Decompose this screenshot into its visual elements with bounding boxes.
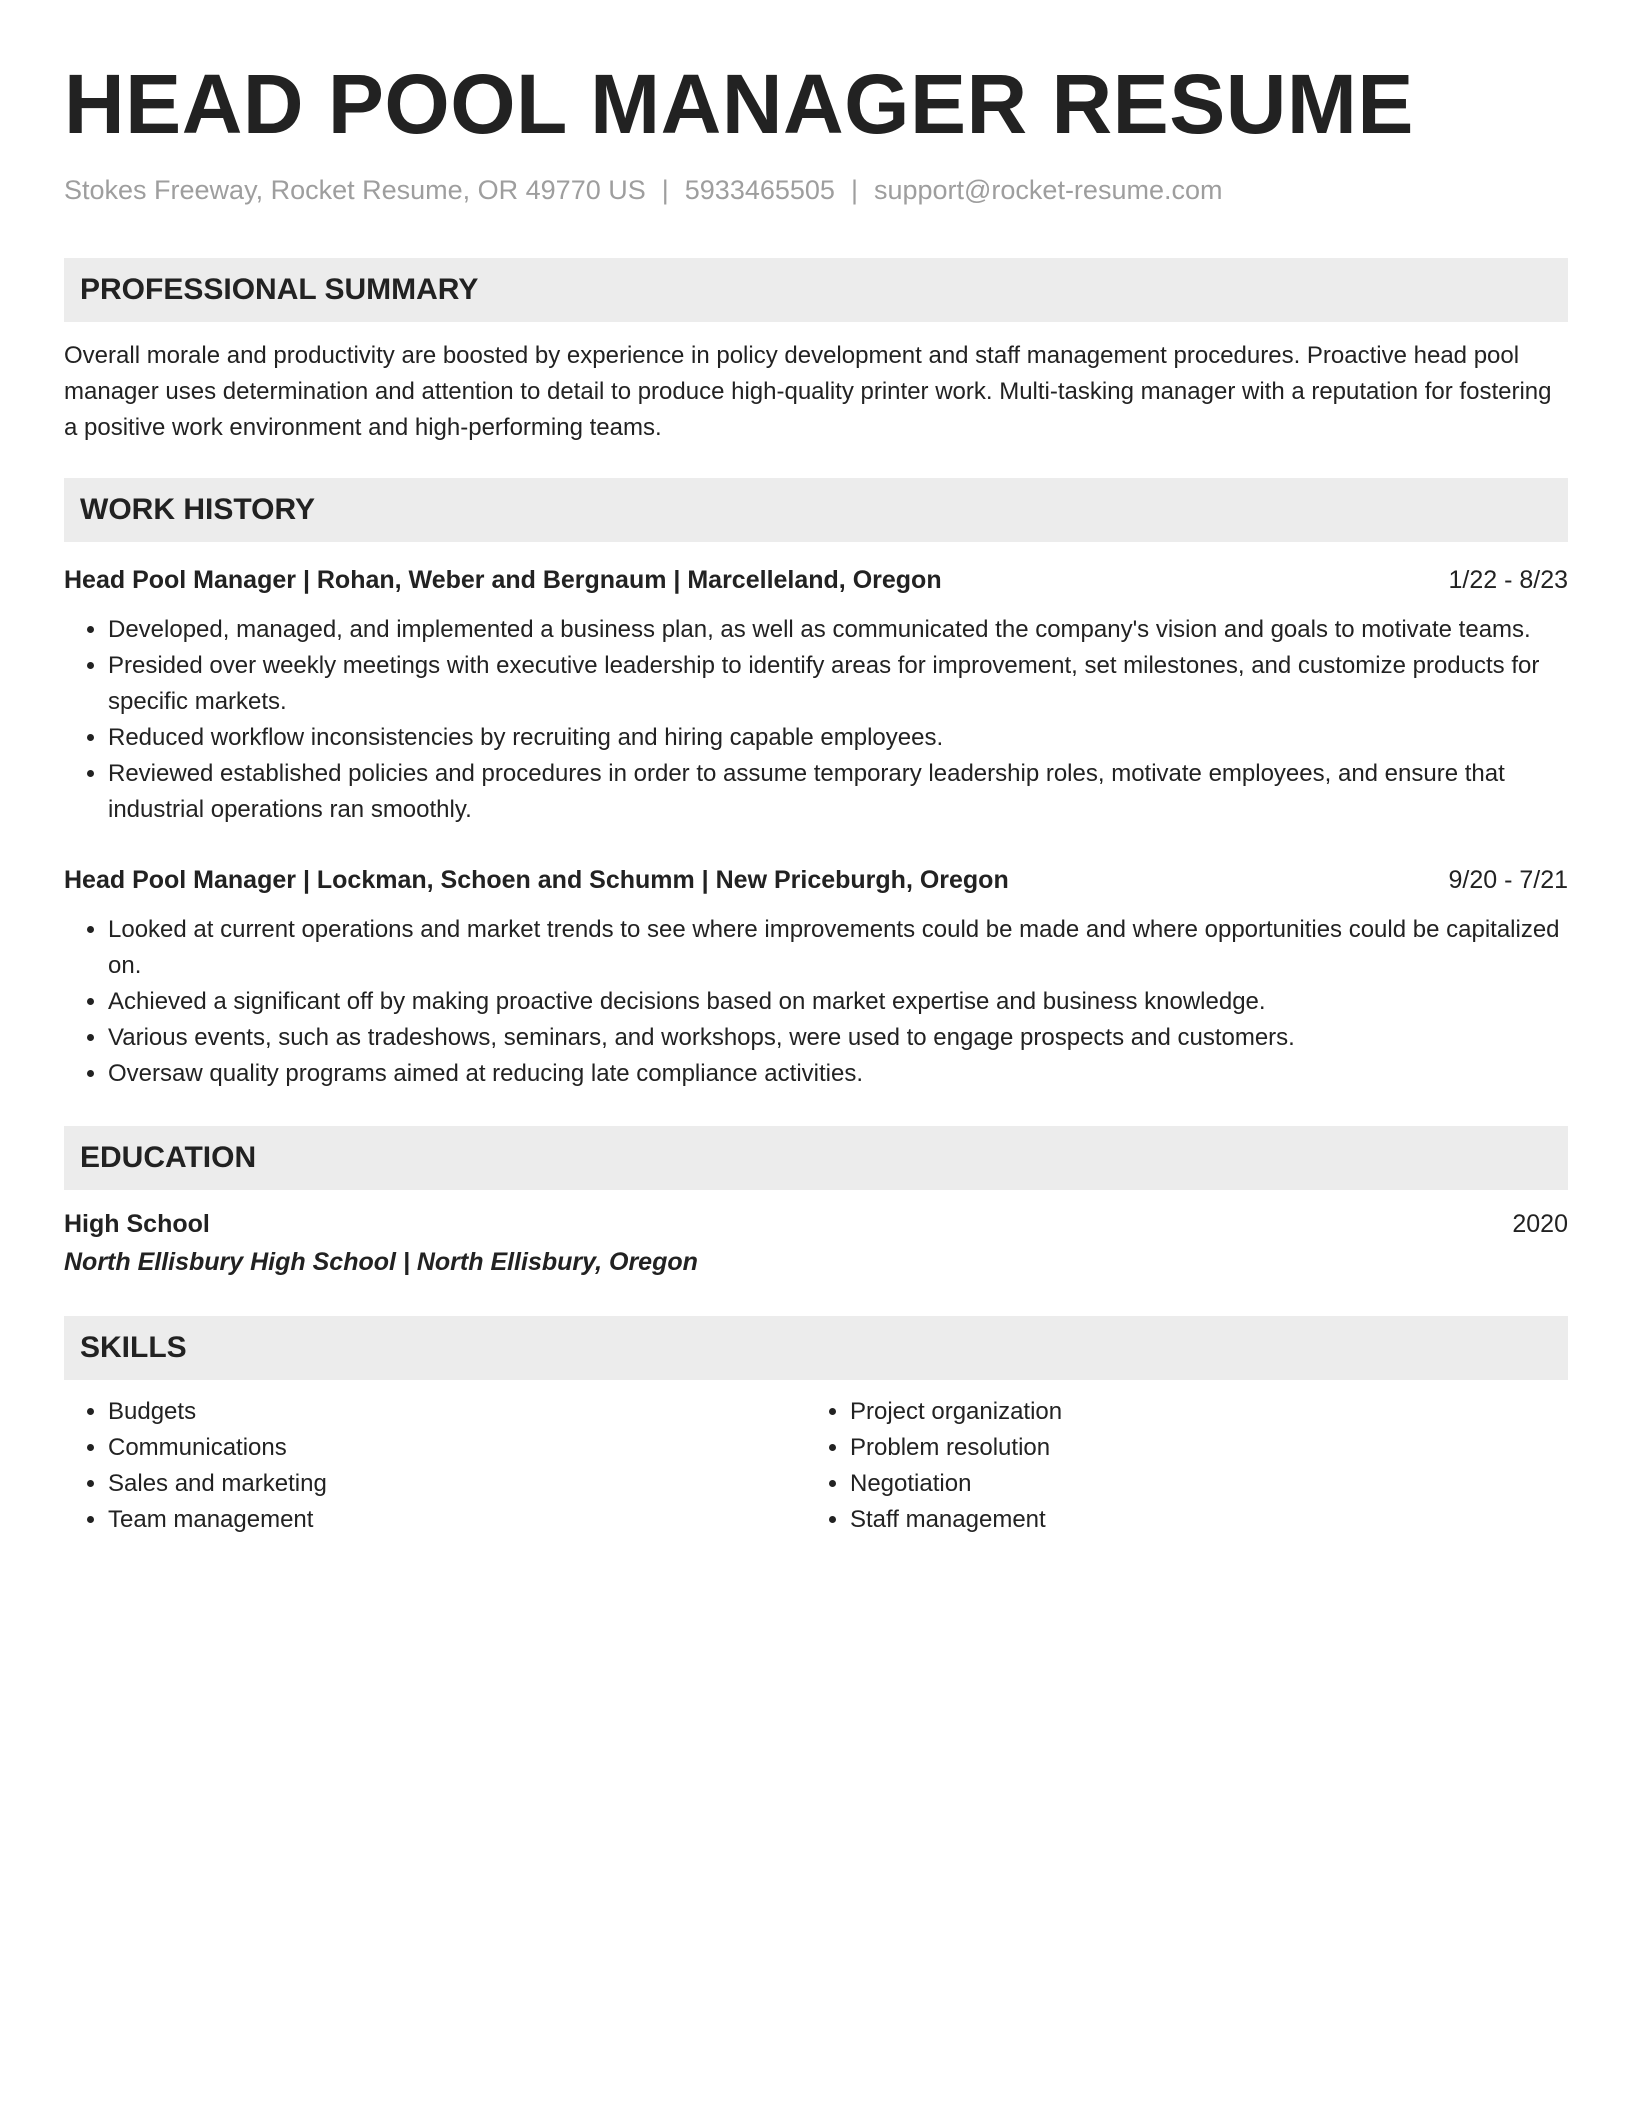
- job-dates: 1/22 - 8/23: [1448, 566, 1568, 594]
- list-item: • Developed, managed, and implemented a business plan, as well as communicated the company's vision and goals to motivate teams.: [108, 612, 1568, 648]
- job-bullets: [64, 612, 1568, 828]
- skill-item: • Budgets: [108, 1394, 806, 1430]
- contact-address: Stokes Freeway, Rocket Resume, OR 49770 US: [64, 175, 646, 205]
- skill-item: • Team management: [108, 1502, 806, 1538]
- section-heading-skills: SKILLS: [64, 1316, 1568, 1380]
- skills-column-right: [806, 1394, 1548, 1538]
- skills-grid: [64, 1394, 1568, 1538]
- section-heading-summary: PROFESSIONAL SUMMARY: [64, 258, 1568, 322]
- contact-phone: 5933465505: [684, 175, 835, 205]
- skills-column-left: [64, 1394, 806, 1538]
- education-entry: [64, 1206, 1568, 1280]
- skill-item: • Project organization: [850, 1394, 1548, 1430]
- list-item: • Presided over weekly meetings with executive leadership to identify areas for improvement, set milestones, and customize products for specific markets.: [108, 648, 1568, 720]
- section-heading-work-history: WORK HISTORY: [64, 478, 1568, 542]
- education-degree: High School: [64, 1210, 210, 1238]
- list-item: • Achieved a significant off by making proactive decisions based on market expertise and business knowledge.: [108, 984, 1568, 1020]
- job-title: Head Pool Manager | Lockman, Schoen and Schumm | New Priceburgh, Oregon: [64, 866, 1009, 894]
- summary-text: Overall morale and productivity are boosted by experience in policy development and staff management procedures. Proactive head pool manager uses determination and attention to detail to produce high-quality printer work. Multi-tasking manager with a reputation for fostering a positive work environment and high-performing teams.: [64, 342, 1552, 441]
- job-dates: 9/20 - 7/21: [1448, 866, 1568, 894]
- contact-email: support@rocket-resume.com: [873, 175, 1223, 205]
- skill-item: • Staff management: [850, 1502, 1548, 1538]
- section-heading-education: EDUCATION: [64, 1126, 1568, 1190]
- skill-item: • Sales and marketing: [108, 1466, 806, 1502]
- job-header: [64, 562, 1568, 598]
- list-item: • Reviewed established policies and procedures in order to assume temporary leadership roles, motivate employees, and ensure that industrial operations ran smoothly.: [108, 756, 1568, 828]
- contact-line: [64, 172, 1568, 208]
- education-year: 2020: [1512, 1210, 1568, 1238]
- education-school: North Ellisbury High School | North Ellisbury, Oregon: [64, 1248, 698, 1276]
- skill-item: • Communications: [108, 1430, 806, 1466]
- skill-item: • Problem resolution: [850, 1430, 1548, 1466]
- job-header: [64, 862, 1568, 898]
- contact-separator: |: [661, 175, 669, 205]
- list-item: • Reduced workflow inconsistencies by recruiting and hiring capable employees.: [108, 720, 1568, 756]
- job-bullets: [64, 912, 1568, 1092]
- job-entry: [64, 562, 1568, 828]
- list-item: • Oversaw quality programs aimed at reducing late compliance activities.: [108, 1056, 1568, 1092]
- education-header: [64, 1206, 1568, 1242]
- list-item: • Looked at current operations and market trends to see where improvements could be made and where opportunities could be capitalized on.: [108, 912, 1568, 984]
- job-entry: [64, 862, 1568, 1092]
- page-title: HEAD POOL MANAGER RESUME: [64, 57, 1414, 151]
- job-title: Head Pool Manager | Rohan, Weber and Bergnaum | Marcelleland, Oregon: [64, 566, 942, 594]
- list-item: • Various events, such as tradeshows, seminars, and workshops, were used to engage prospects and customers.: [108, 1020, 1568, 1056]
- skill-item: • Negotiation: [850, 1466, 1548, 1502]
- contact-separator: |: [850, 175, 858, 205]
